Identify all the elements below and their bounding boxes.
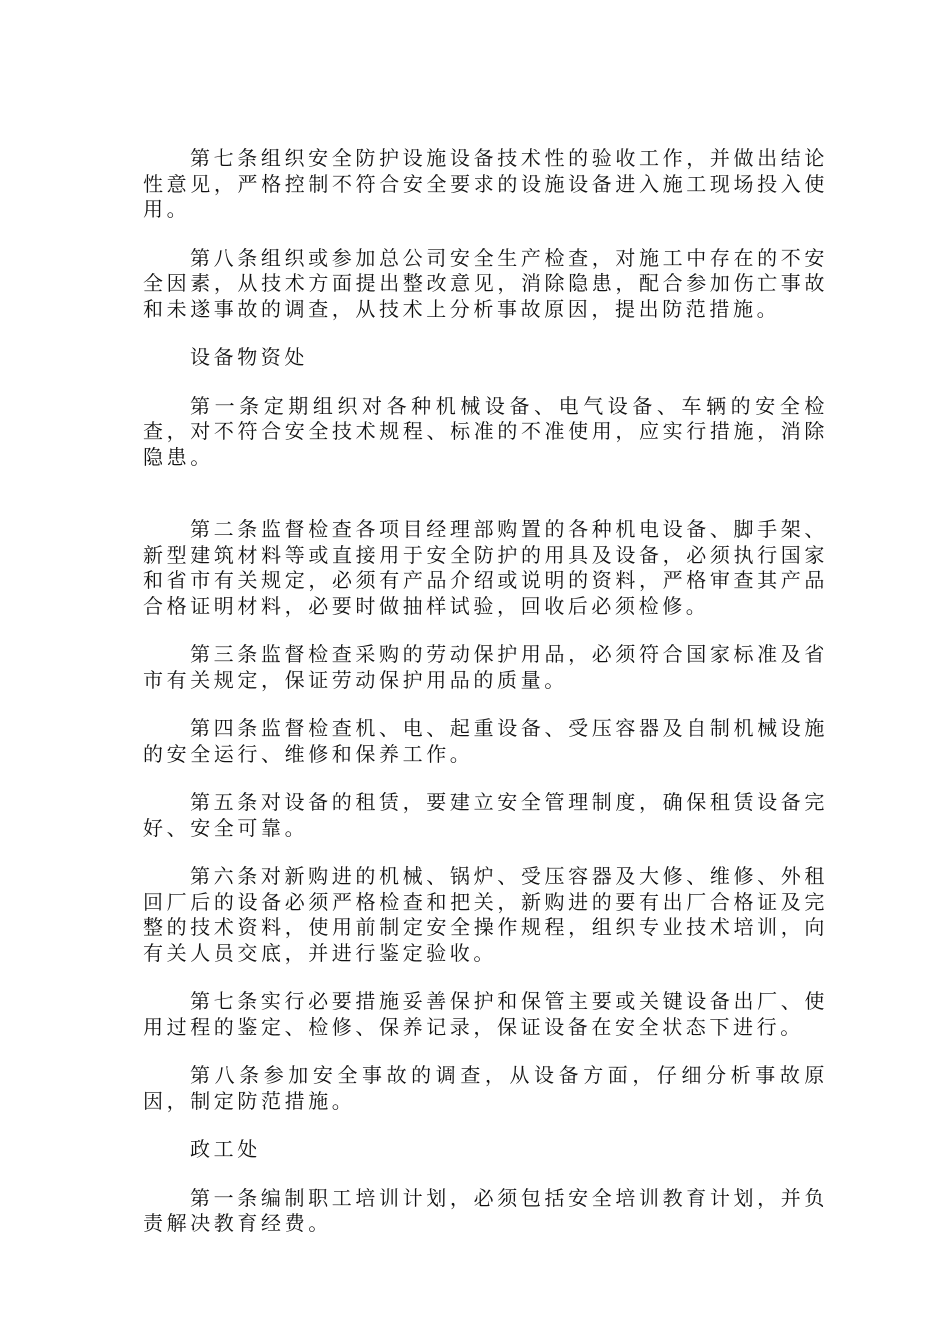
article-1-equipment: 第一条定期组织对各种机械设备、电气设备、车辆的安全检查，对不符合安全技术规程、标准的不准使用，应实行措施，消除隐患。	[143, 393, 828, 469]
article-3-equipment: 第三条监督检查采购的劳动保护用品，必须符合国家标准及省市有关规定，保证劳动保护用品的质量。	[143, 642, 828, 692]
article-8-tech: 第八条组织或参加总公司安全生产检查，对施工中存在的不安全因素，从技术方面提出整改意见，消除隐患，配合参加伤亡事故和未遂事故的调查，从技术上分析事故原因，提出防范措施。	[143, 245, 828, 321]
article-1-political: 第一条编制职工培训计划，必须包括安全培训教育计划，并负责解决教育经费。	[143, 1185, 828, 1235]
article-7-tech: 第七条组织安全防护设施设备技术性的验收工作，并做出结论性意见，严格控制不符合安全要求的设施设备进入施工现场投入使用。	[143, 146, 828, 221]
article-7-equipment: 第七条实行必要措施妥善保护和保管主要或关键设备出厂、使用过程的鉴定、检修、保养记录，保证设备在安全状态下进行。	[143, 989, 828, 1039]
section-heading-political: 政工处	[190, 1137, 261, 1161]
document-body	[143, 146, 828, 1260]
section-heading-equipment: 设备物资处	[190, 345, 308, 369]
article-6-equipment: 第六条对新购进的机械、锅炉、受压容器及大修、维修、外租回厂后的设备必须严格检查和把关，新购进的要有出厂合格证及完整的技术资料，使用前制定安全操作规程，组织专业技术培训，向有关人员交底，并进行鉴定验收。	[143, 864, 828, 965]
article-4-equipment: 第四条监督检查机、电、起重设备、受压容器及自制机械设施的安全运行、维修和保养工作。	[143, 716, 828, 766]
article-8-equipment: 第八条参加安全事故的调查，从设备方面，仔细分析事故原因，制定防范措施。	[143, 1063, 828, 1113]
article-2-equipment: 第二条监督检查各项目经理部购置的各种机电设备、脚手架、新型建筑材料等或直接用于安全防护的用具及设备，必须执行国家和省市有关规定，必须有产品介绍或说明的资料，严格审查其产品合格证明材料，必要时做抽样试验，回收后必须检修。	[143, 517, 828, 618]
article-5-equipment: 第五条对设备的租赁，要建立安全管理制度，确保租赁设备完好、安全可靠。	[143, 790, 828, 840]
